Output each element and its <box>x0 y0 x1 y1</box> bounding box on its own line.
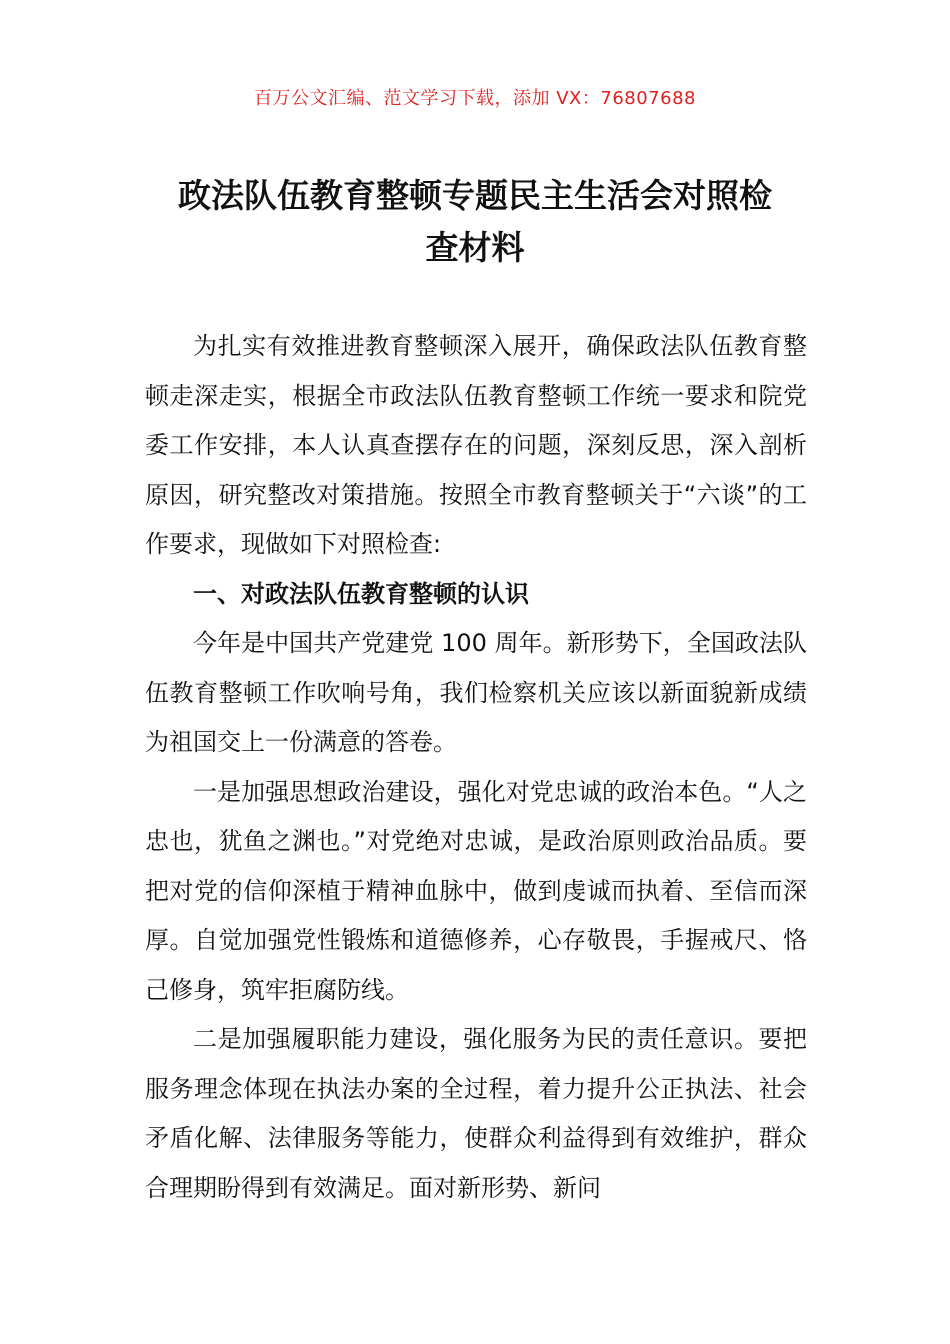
document-title <box>140 170 810 274</box>
intro-paragraph: 为扎实有效推进教育整顿深入展开，确保政法队伍教育整顿走深走实，根据全市政法队伍教育整顿工作统一要求和院党委工作安排，本人认真查摆存在的问题，深刻反思，深入剖析原因，研究整改对策措施。按照全市教育整顿关于“六谈”的工作要求，现做如下对照检查: <box>145 332 807 558</box>
document-title-line-1: 政法队伍教育整顿专题民主生活会对照检 <box>178 176 772 215</box>
section-1-paragraph-2: 一是加强思想政治建设，强化对党忠诚的政治本色。“人之忠也，犹鱼之渊也。”对党绝对忠诚，是政治原则政治品质。要把对党的信仰深植于精神血脉中，做到虔诚而执着、至信而深厚。自觉加强党性锻炼和道德修养，心存敬畏，手握戒尺、恪己修身，筑牢拒腐防线。 <box>145 777 807 1004</box>
section-1-heading: 一、对政法队伍教育整顿的认识 <box>193 579 529 608</box>
section-1-paragraph-1: 今年是中国共产党建党 100 周年。新形势下，全国政法队伍教育整顿工作吹响号角，我们检察机关应该以新面貌新成绩为祖国交上一份满意的答卷。 <box>145 629 807 756</box>
document-title-line-2: 查材料 <box>425 228 525 267</box>
section-1-paragraph-3: 二是加强履职能力建设，强化服务为民的责任意识。要把服务理念体现在执法办案的全过程，着力提升公正执法、社会矛盾化解、法律服务等能力，使群众利益得到有效维护，群众合理期盼得到有效满足。面对新形势、新问 <box>145 1025 807 1202</box>
header-watermark-note: 百万公文汇编、范文学习下载，添加 VX：76807688 <box>254 88 696 109</box>
document-body <box>145 322 807 1213</box>
